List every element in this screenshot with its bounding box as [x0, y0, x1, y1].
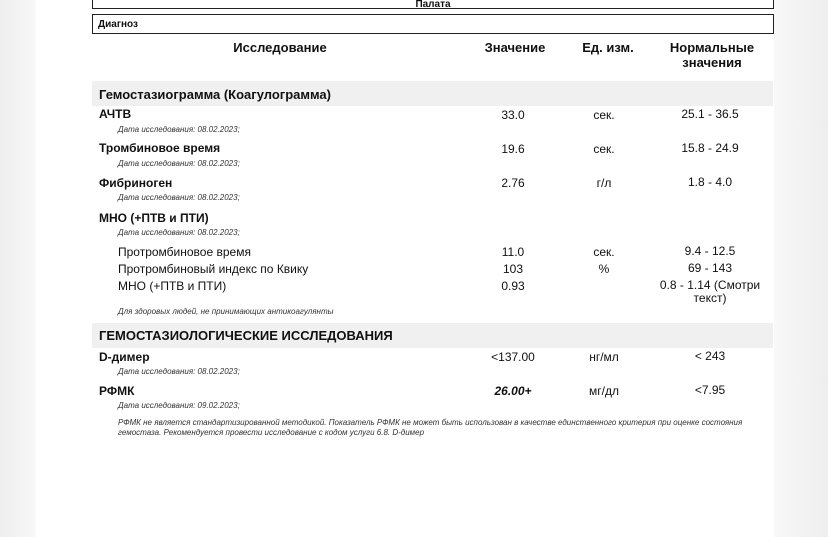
test-value-d-dimer: <137.00 — [491, 350, 535, 364]
test-norm-aptt: 25.1 - 36.5 — [681, 107, 739, 121]
subtest-value-quick-index: 103 — [502, 262, 524, 276]
subtest-norm-inr-line2: текст) — [693, 291, 727, 305]
test-unit-thrombin-time: сек. — [593, 142, 615, 156]
page-margin-right — [774, 0, 828, 537]
test-name-aptt: АЧТВ — [99, 107, 132, 121]
column-header-value: Значение — [484, 40, 546, 55]
test-norm-d-dimer: < 243 — [694, 349, 726, 363]
test-value-thrombin-time: 19.6 — [501, 142, 525, 156]
diagnosis-field: Диагноз — [92, 14, 774, 34]
subtest-value-inr: 0.93 — [501, 279, 525, 293]
test-unit-fibrinogen: г/л — [596, 176, 612, 190]
inr-note: Для здоровых людей, не принимающих антикоагулянты — [118, 307, 334, 316]
subtest-unit-quick-index: % — [598, 262, 610, 276]
test-norm-fibrinogen: 1.8 - 4.0 — [687, 175, 733, 189]
column-header-norm — [650, 40, 774, 70]
test-date-sfmc: Дата исследования: 09.02.2023; — [118, 401, 240, 410]
test-date-inr-group: Дата исследования: 08.02.2023; — [118, 228, 240, 237]
test-norm-sfmc: <7.95 — [694, 383, 726, 397]
subtest-norm-inr-line1: 0.8 - 1.14 (Смотри — [659, 278, 761, 292]
subtest-name-inr: МНО (+ПТВ и ПТИ) — [118, 279, 227, 293]
test-value-fibrinogen: 2.76 — [501, 176, 525, 190]
test-name-fibrinogen: Фибриноген — [99, 176, 173, 190]
test-value-aptt: 33.0 — [501, 108, 525, 122]
test-name-inr-group: МНО (+ПТВ и ПТИ) — [99, 211, 209, 225]
test-date-d-dimer: Дата исследования: 08.02.2023; — [118, 367, 240, 376]
test-date-aptt: Дата исследования: 08.02.2023; — [118, 125, 240, 134]
column-header-norm-line1: Нормальные — [669, 40, 755, 55]
test-name-sfmc: РФМК — [99, 384, 135, 398]
column-header-test: Исследование — [233, 40, 327, 55]
test-unit-sfmc: мг/дл — [589, 384, 619, 398]
column-header-norm-line2: значения — [682, 55, 742, 70]
subtest-name-quick-index: Протромбиновый индекс по Квику — [118, 262, 309, 276]
subtest-norm-inr — [650, 279, 770, 305]
subtest-unit-prothrombin-time: сек. — [593, 245, 615, 259]
test-unit-d-dimer: нг/мл — [589, 350, 619, 364]
section-title-coagulogram: Гемостазиограмма (Коагулограмма) — [99, 87, 331, 102]
test-norm-thrombin-time: 15.8 - 24.9 — [681, 141, 739, 155]
test-name-d-dimer: D-димер — [99, 350, 150, 364]
subtest-value-prothrombin-time: 11.0 — [501, 245, 525, 259]
subtest-norm-quick-index: 69 - 143 — [687, 261, 733, 275]
test-name-thrombin-time: Тромбиновое время — [99, 141, 221, 155]
section-title-hemostasis: ГЕМОСТАЗИОЛОГИЧЕСКИЕ ИССЛЕДОВАНИЯ — [99, 328, 393, 343]
column-header-unit: Ед. изм. — [582, 40, 634, 55]
test-unit-aptt: сек. — [593, 108, 615, 122]
page-margin-left — [0, 0, 36, 537]
subtest-name-prothrombin-time: Протромбиновое время — [118, 245, 251, 259]
ward-field: Палата — [92, 0, 774, 9]
test-date-thrombin-time: Дата исследования: 08.02.2023; — [118, 159, 240, 168]
test-value-sfmc: 26.00+ — [494, 384, 532, 398]
sfmc-footnote: РФМК не является стандартизированной методикой. Показатель РФМК не может быть использован в качестве единственного критерия при оценке состояния гемостаза. Рекомендуется провести исследование с кодом услуги 6.8. D-димер — [118, 418, 743, 437]
subtest-norm-prothrombin-time: 9.4 - 12.5 — [684, 244, 736, 258]
test-date-fibrinogen: Дата исследования: 08.02.2023; — [118, 193, 240, 202]
